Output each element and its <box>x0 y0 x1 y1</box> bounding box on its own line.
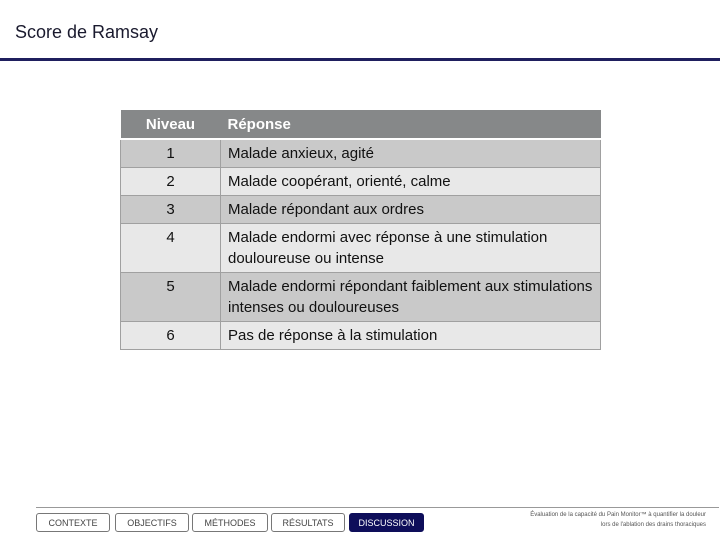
nav-objectifs[interactable]: OBJECTIFS <box>115 513 189 532</box>
response-cell: Malade coopérant, orienté, calme <box>221 168 601 196</box>
header-niveau: Niveau <box>121 110 221 139</box>
table-row <box>121 139 601 168</box>
level-cell: 2 <box>121 168 221 196</box>
footer-caption <box>486 510 706 530</box>
footer-divider <box>36 507 719 508</box>
response-cell: Malade endormi répondant faiblement aux stimulations intenses ou douloureuses <box>221 273 601 322</box>
title-rule <box>0 58 720 61</box>
level-cell: 6 <box>121 322 221 350</box>
nav-contexte[interactable]: CONTEXTE <box>36 513 110 532</box>
level-cell: 1 <box>121 139 221 168</box>
level-cell: 5 <box>121 273 221 322</box>
footer-line-1: Évaluation de la capacité du Pain Monitor™ à quantifier la douleur <box>530 512 706 518</box>
slide-title: Score de Ramsay <box>15 22 159 42</box>
level-cell: 3 <box>121 196 221 224</box>
table-row <box>121 196 601 224</box>
header-reponse: Réponse <box>221 110 601 139</box>
ramsay-table <box>120 110 601 350</box>
nav-resultats[interactable]: RÉSULTATS <box>271 513 345 532</box>
footer-line-2: lors de l'ablation des drains thoraciques <box>600 522 706 528</box>
nav-methodes[interactable]: MÉTHODES <box>192 513 268 532</box>
table-row <box>121 168 601 196</box>
table-row <box>121 224 601 273</box>
nav-discussion[interactable]: DISCUSSION <box>349 513 424 532</box>
table-row <box>121 322 601 350</box>
response-cell: Malade répondant aux ordres <box>221 196 601 224</box>
table-row <box>121 273 601 322</box>
response-cell: Pas de réponse à la stimulation <box>221 322 601 350</box>
level-cell: 4 <box>121 224 221 273</box>
response-cell: Malade endormi avec réponse à une stimulation douloureuse ou intense <box>221 224 601 273</box>
response-cell: Malade anxieux, agité <box>221 139 601 168</box>
